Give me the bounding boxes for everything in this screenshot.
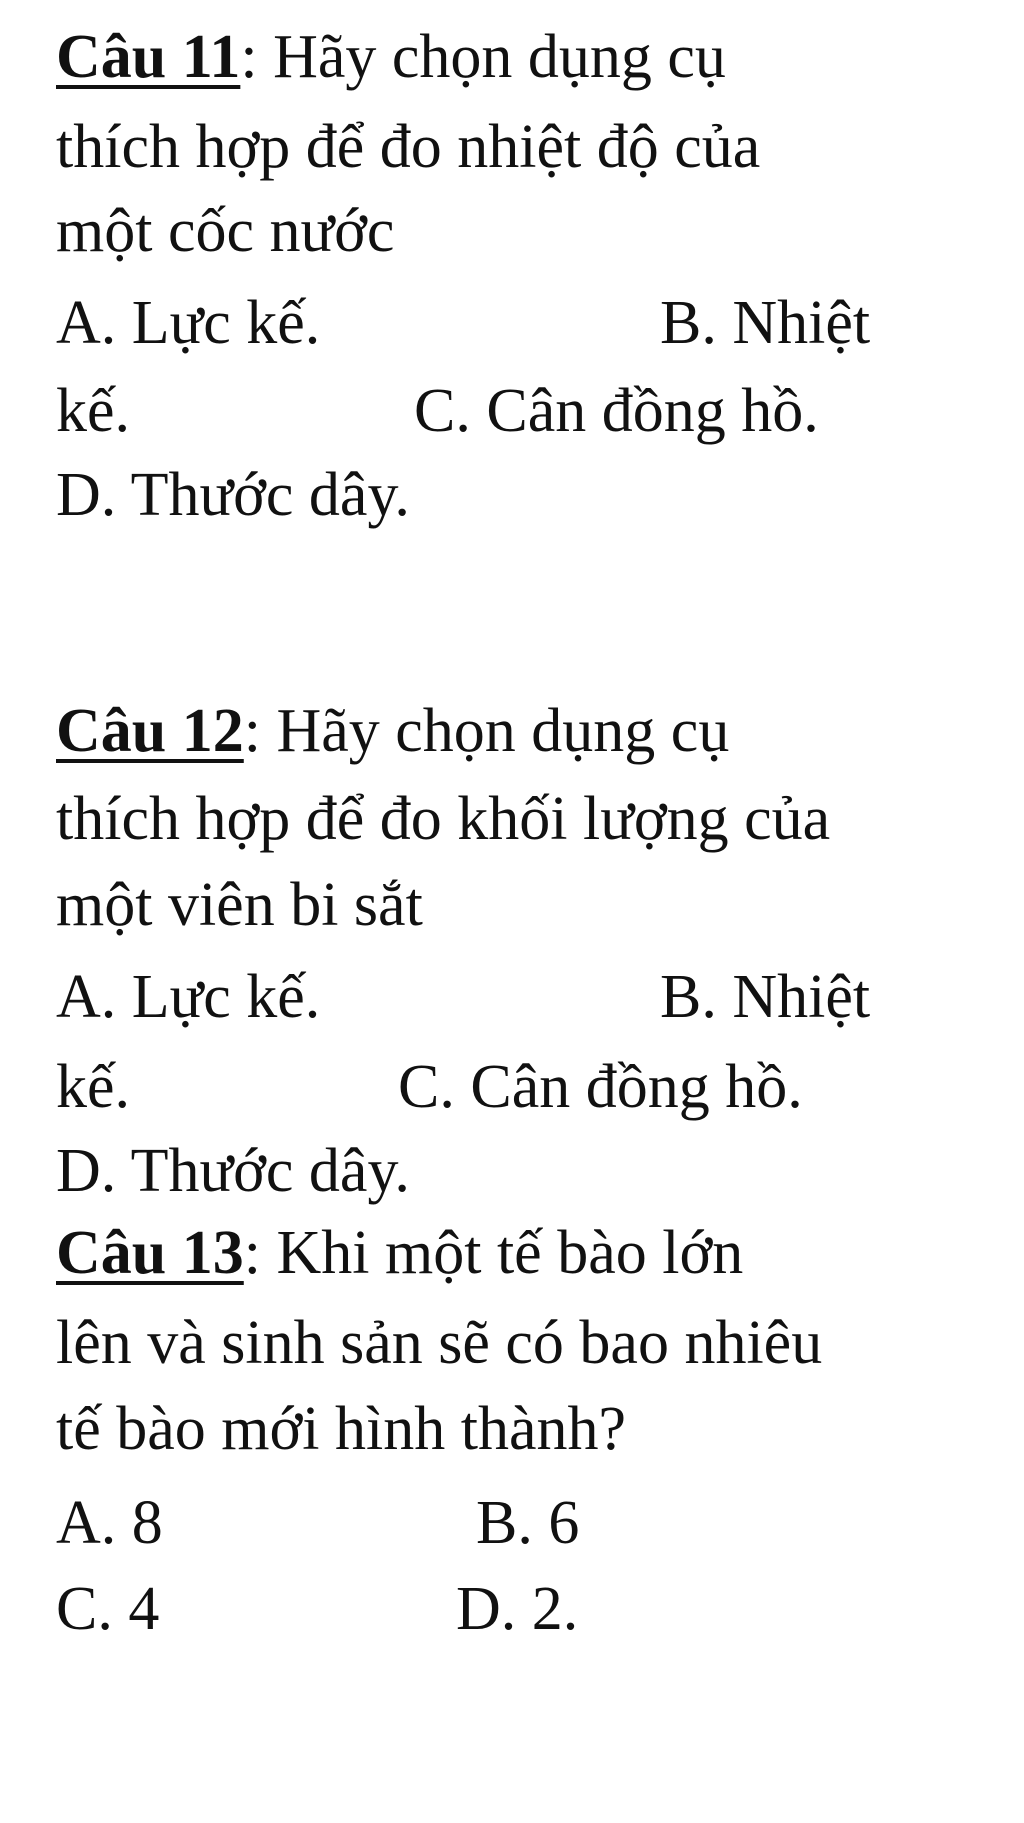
question-13-option-c[interactable]: C. 4	[56, 1575, 160, 1643]
question-12-line-3: một viên bi sắt	[56, 871, 423, 939]
question-13-line-2: lên và sinh sản sẽ có bao nhiêu	[56, 1309, 823, 1377]
question-11-number: Câu 11	[56, 23, 241, 91]
question-11-line-2: thích hợp để đo nhiệt độ của	[56, 113, 761, 181]
question-13-line-3: tế bào mới hình thành?	[56, 1395, 626, 1463]
question-12-option-a[interactable]: A. Lực kế.	[56, 963, 321, 1031]
question-11-option-b-cont: kế.	[56, 377, 131, 445]
question-12-line-2: thích hợp để đo khối lượng của	[56, 785, 831, 853]
question-12-option-b[interactable]: B. Nhiệt	[660, 963, 871, 1031]
question-11-line-3: một cốc nước	[56, 197, 395, 265]
question-11-option-c[interactable]: C. Cân đồng hồ.	[414, 377, 819, 445]
question-13-line-1: Câu 13: Khi một tế bào lớn	[56, 1219, 744, 1287]
question-11-option-a[interactable]: A. Lực kế.	[56, 289, 321, 357]
question-12-option-b-cont: kế.	[56, 1053, 131, 1121]
question-12-line-1: Câu 12: Hãy chọn dụng cụ	[56, 697, 730, 765]
question-13-option-d[interactable]: D. 2.	[456, 1575, 579, 1643]
question-12-option-d[interactable]: D. Thước dây.	[56, 1137, 410, 1205]
question-12-option-c[interactable]: C. Cân đồng hồ.	[398, 1053, 803, 1121]
question-13-number: Câu 13	[56, 1219, 244, 1287]
question-12-number: Câu 12	[56, 697, 244, 765]
question-11-line-1: Câu 11: Hãy chọn dụng cụ	[56, 23, 726, 91]
question-11-option-b[interactable]: B. Nhiệt	[660, 289, 871, 357]
question-11-option-d[interactable]: D. Thước dây.	[56, 461, 410, 529]
question-13-option-b[interactable]: B. 6	[476, 1489, 580, 1557]
question-13-option-a[interactable]: A. 8	[56, 1489, 163, 1557]
